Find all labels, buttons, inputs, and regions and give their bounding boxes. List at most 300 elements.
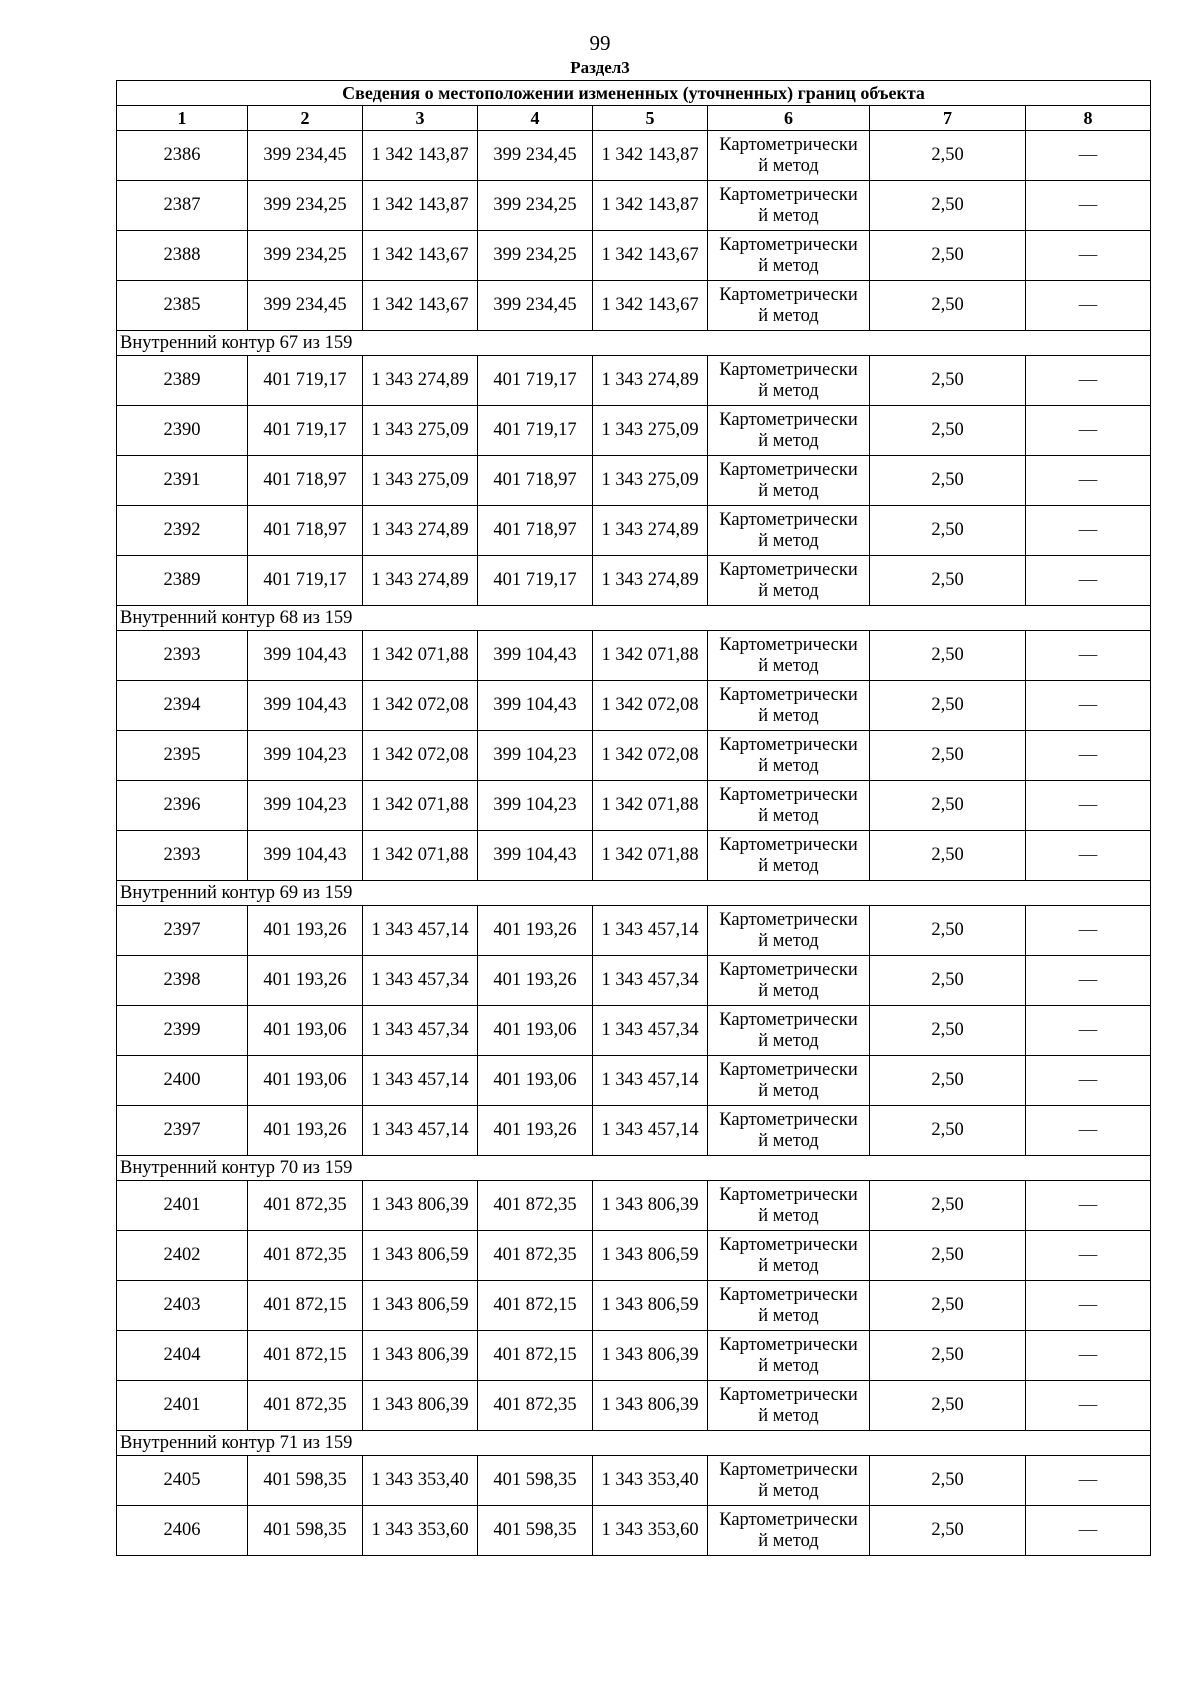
contour-header-row <box>117 1431 1151 1456</box>
description-cell: — <box>1026 1281 1151 1331</box>
coord-y-refined-cell: 1 342 143,67 <box>593 281 708 331</box>
description-cell: — <box>1026 556 1151 606</box>
method-cell <box>708 1381 870 1431</box>
page-number: 99 <box>589 31 611 55</box>
coord-y-existing-cell: 1 342 072,08 <box>363 681 478 731</box>
coord-x-refined-cell: 399 234,45 <box>478 281 593 331</box>
coord-x-refined-cell: 401 872,15 <box>478 1281 593 1331</box>
method-cell <box>708 831 870 881</box>
contour-label: Внутренний контур 68 из 159 <box>117 606 1151 631</box>
coord-y-refined-cell: 1 343 275,09 <box>593 456 708 506</box>
method-cell <box>708 1281 870 1331</box>
coord-x-refined-cell: 401 718,97 <box>478 456 593 506</box>
accuracy-cell: 2,50 <box>870 1231 1026 1281</box>
accuracy-cell: 2,50 <box>870 781 1026 831</box>
coord-x-refined-cell: 401 719,17 <box>478 406 593 456</box>
description-cell: — <box>1026 1456 1151 1506</box>
point-number-cell: 2389 <box>117 556 248 606</box>
method-line: й метод <box>758 205 819 226</box>
coord-x-existing-cell: 401 719,17 <box>248 406 363 456</box>
table-row <box>117 831 1151 881</box>
description-cell: — <box>1026 456 1151 506</box>
description-cell: — <box>1026 131 1151 181</box>
coordinates-table <box>116 80 1151 1556</box>
accuracy-cell: 2,50 <box>870 1181 1026 1231</box>
method-line: й метод <box>758 1355 819 1376</box>
coord-x-refined-cell: 401 193,26 <box>478 956 593 1006</box>
coord-y-existing-cell: 1 343 806,59 <box>363 1281 478 1331</box>
table-row <box>117 556 1151 606</box>
coord-y-existing-cell: 1 343 274,89 <box>363 506 478 556</box>
contour-header-row <box>117 1156 1151 1181</box>
accuracy-cell: 2,50 <box>870 831 1026 881</box>
method-line: й метод <box>758 305 819 326</box>
coord-x-existing-cell: 401 718,97 <box>248 456 363 506</box>
method-line: Картометрически <box>719 1509 858 1530</box>
method-line: й метод <box>758 1530 819 1551</box>
point-number-cell: 2405 <box>117 1456 248 1506</box>
coord-y-refined-cell: 1 343 274,89 <box>593 556 708 606</box>
method-cell <box>708 1056 870 1106</box>
coord-y-existing-cell: 1 343 457,34 <box>363 956 478 1006</box>
coord-x-existing-cell: 399 104,43 <box>248 681 363 731</box>
coord-x-refined-cell: 401 718,97 <box>478 506 593 556</box>
coord-y-refined-cell: 1 342 072,08 <box>593 731 708 781</box>
accuracy-cell: 2,50 <box>870 956 1026 1006</box>
coord-y-refined-cell: 1 343 457,14 <box>593 1056 708 1106</box>
description-cell: — <box>1026 1006 1151 1056</box>
method-line: Картометрически <box>719 834 858 855</box>
method-cell <box>708 506 870 556</box>
contour-header-row <box>117 331 1151 356</box>
contour-label: Внутренний контур 69 из 159 <box>117 881 1151 906</box>
description-cell: — <box>1026 281 1151 331</box>
coord-x-existing-cell: 401 598,35 <box>248 1456 363 1506</box>
coord-x-existing-cell: 401 193,26 <box>248 906 363 956</box>
table-row <box>117 1506 1151 1556</box>
accuracy-cell: 2,50 <box>870 1006 1026 1056</box>
accuracy-cell: 2,50 <box>870 281 1026 331</box>
table-row <box>117 1381 1151 1431</box>
accuracy-cell: 2,50 <box>870 406 1026 456</box>
coord-y-refined-cell: 1 343 457,14 <box>593 906 708 956</box>
coord-x-existing-cell: 399 234,45 <box>248 281 363 331</box>
coord-x-existing-cell: 401 193,06 <box>248 1056 363 1106</box>
coord-x-existing-cell: 401 719,17 <box>248 356 363 406</box>
coord-x-existing-cell: 399 234,45 <box>248 131 363 181</box>
method-line: й метод <box>758 1205 819 1226</box>
coord-y-existing-cell: 1 342 143,87 <box>363 131 478 181</box>
contour-header-row <box>117 881 1151 906</box>
method-line: й метод <box>758 855 819 876</box>
coord-y-existing-cell: 1 343 457,14 <box>363 1056 478 1106</box>
point-number-cell: 2406 <box>117 1506 248 1556</box>
description-cell: — <box>1026 356 1151 406</box>
description-cell: — <box>1026 406 1151 456</box>
description-cell: — <box>1026 1331 1151 1381</box>
coord-x-existing-cell: 401 872,35 <box>248 1181 363 1231</box>
method-line: Картометрически <box>719 1459 858 1480</box>
coord-x-refined-cell: 399 234,25 <box>478 181 593 231</box>
coord-y-refined-cell: 1 343 806,39 <box>593 1381 708 1431</box>
coord-x-existing-cell: 401 598,35 <box>248 1506 363 1556</box>
coord-y-refined-cell: 1 343 457,14 <box>593 1106 708 1156</box>
coord-y-refined-cell: 1 343 353,60 <box>593 1506 708 1556</box>
table-row <box>117 456 1151 506</box>
column-number: 1 <box>117 106 248 131</box>
method-line: Картометрически <box>719 134 858 155</box>
coord-x-refined-cell: 401 193,26 <box>478 906 593 956</box>
table-row <box>117 1281 1151 1331</box>
method-line: й метод <box>758 1030 819 1051</box>
description-cell: — <box>1026 1181 1151 1231</box>
method-line: й метод <box>758 1080 819 1101</box>
accuracy-cell: 2,50 <box>870 631 1026 681</box>
coord-y-existing-cell: 1 342 143,67 <box>363 231 478 281</box>
coord-y-refined-cell: 1 343 806,59 <box>593 1281 708 1331</box>
coord-y-refined-cell: 1 343 457,34 <box>593 1006 708 1056</box>
column-number: 2 <box>248 106 363 131</box>
coord-y-existing-cell: 1 343 806,39 <box>363 1381 478 1431</box>
coord-y-existing-cell: 1 343 274,89 <box>363 556 478 606</box>
method-line: Картометрически <box>719 1109 858 1130</box>
coord-x-existing-cell: 401 872,15 <box>248 1331 363 1381</box>
method-line: й метод <box>758 580 819 601</box>
point-number-cell: 2391 <box>117 456 248 506</box>
table-row <box>117 906 1151 956</box>
coord-x-refined-cell: 399 234,45 <box>478 131 593 181</box>
table-row <box>117 281 1151 331</box>
method-cell <box>708 406 870 456</box>
column-number: 6 <box>708 106 870 131</box>
contour-label: Внутренний контур 67 из 159 <box>117 331 1151 356</box>
method-line: й метод <box>758 1405 819 1426</box>
coord-x-existing-cell: 399 104,23 <box>248 731 363 781</box>
description-cell: — <box>1026 956 1151 1006</box>
accuracy-cell: 2,50 <box>870 731 1026 781</box>
point-number-cell: 2397 <box>117 1106 248 1156</box>
point-number-cell: 2387 <box>117 181 248 231</box>
method-line: й метод <box>758 1305 819 1326</box>
coord-x-refined-cell: 401 872,35 <box>478 1231 593 1281</box>
method-line: Картометрически <box>719 234 858 255</box>
contour-label: Внутренний контур 71 из 159 <box>117 1431 1151 1456</box>
method-line: Картометрически <box>719 1284 858 1305</box>
accuracy-cell: 2,50 <box>870 681 1026 731</box>
coord-y-refined-cell: 1 343 274,89 <box>593 506 708 556</box>
coord-x-existing-cell: 401 872,35 <box>248 1231 363 1281</box>
coord-x-refined-cell: 401 598,35 <box>478 1456 593 1506</box>
accuracy-cell: 2,50 <box>870 906 1026 956</box>
coord-y-existing-cell: 1 342 071,88 <box>363 781 478 831</box>
coord-y-refined-cell: 1 343 806,59 <box>593 1231 708 1281</box>
coord-y-refined-cell: 1 342 072,08 <box>593 681 708 731</box>
coord-x-existing-cell: 401 193,06 <box>248 1006 363 1056</box>
table-row <box>117 131 1151 181</box>
coord-x-refined-cell: 399 234,25 <box>478 231 593 281</box>
accuracy-cell: 2,50 <box>870 1456 1026 1506</box>
method-cell <box>708 1006 870 1056</box>
accuracy-cell: 2,50 <box>870 1106 1026 1156</box>
point-number-cell: 2398 <box>117 956 248 1006</box>
accuracy-cell: 2,50 <box>870 556 1026 606</box>
method-cell <box>708 456 870 506</box>
description-cell: — <box>1026 681 1151 731</box>
table-row <box>117 781 1151 831</box>
method-cell <box>708 631 870 681</box>
description-cell: — <box>1026 181 1151 231</box>
point-number-cell: 2394 <box>117 681 248 731</box>
coord-y-refined-cell: 1 342 143,87 <box>593 181 708 231</box>
coord-x-existing-cell: 401 193,26 <box>248 956 363 1006</box>
method-line: й метод <box>758 1480 819 1501</box>
description-cell: — <box>1026 906 1151 956</box>
table-row <box>117 731 1151 781</box>
point-number-cell: 2388 <box>117 231 248 281</box>
method-line: Картометрически <box>719 734 858 755</box>
point-number-cell: 2403 <box>117 1281 248 1331</box>
coord-x-existing-cell: 399 234,25 <box>248 181 363 231</box>
coord-y-refined-cell: 1 343 353,40 <box>593 1456 708 1506</box>
coord-x-existing-cell: 399 234,25 <box>248 231 363 281</box>
coord-x-refined-cell: 399 104,43 <box>478 681 593 731</box>
table-row <box>117 181 1151 231</box>
coord-x-refined-cell: 401 872,35 <box>478 1381 593 1431</box>
description-cell: — <box>1026 1381 1151 1431</box>
column-number: 4 <box>478 106 593 131</box>
accuracy-cell: 2,50 <box>870 506 1026 556</box>
method-line: й метод <box>758 805 819 826</box>
point-number-cell: 2399 <box>117 1006 248 1056</box>
method-line: Картометрически <box>719 1009 858 1030</box>
coord-x-existing-cell: 399 104,43 <box>248 831 363 881</box>
method-line: Картометрически <box>719 359 858 380</box>
method-line: й метод <box>758 1130 819 1151</box>
coord-y-refined-cell: 1 342 143,67 <box>593 231 708 281</box>
table-row <box>117 1006 1151 1056</box>
coord-x-existing-cell: 401 872,15 <box>248 1281 363 1331</box>
method-cell <box>708 231 870 281</box>
point-number-cell: 2400 <box>117 1056 248 1106</box>
coord-x-existing-cell: 399 104,23 <box>248 781 363 831</box>
coord-y-existing-cell: 1 343 275,09 <box>363 406 478 456</box>
accuracy-cell: 2,50 <box>870 356 1026 406</box>
section-title: Раздел3 <box>570 58 630 77</box>
point-number-cell: 2385 <box>117 281 248 331</box>
coord-y-refined-cell: 1 343 806,39 <box>593 1331 708 1381</box>
contour-label: Внутренний контур 70 из 159 <box>117 1156 1151 1181</box>
table-caption: Сведения о местоположении измененных (уточненных) границ объекта <box>117 81 1151 106</box>
column-number: 3 <box>363 106 478 131</box>
method-cell <box>708 181 870 231</box>
point-number-cell: 2390 <box>117 406 248 456</box>
coord-x-refined-cell: 401 872,15 <box>478 1331 593 1381</box>
method-line: Картометрически <box>719 409 858 430</box>
coord-x-refined-cell: 401 193,06 <box>478 1006 593 1056</box>
table-row <box>117 1456 1151 1506</box>
coord-x-existing-cell: 399 104,43 <box>248 631 363 681</box>
method-line: й метод <box>758 530 819 551</box>
coord-y-existing-cell: 1 343 274,89 <box>363 356 478 406</box>
accuracy-cell: 2,50 <box>870 1056 1026 1106</box>
table-row <box>117 1056 1151 1106</box>
description-cell: — <box>1026 1506 1151 1556</box>
coord-x-refined-cell: 401 598,35 <box>478 1506 593 1556</box>
table-row <box>117 1231 1151 1281</box>
column-number-row <box>117 106 1151 131</box>
coord-y-existing-cell: 1 343 457,14 <box>363 1106 478 1156</box>
coord-x-refined-cell: 401 719,17 <box>478 556 593 606</box>
method-line: й метод <box>758 980 819 1001</box>
coord-y-existing-cell: 1 343 806,59 <box>363 1231 478 1281</box>
method-cell <box>708 956 870 1006</box>
description-cell: — <box>1026 781 1151 831</box>
method-line: й метод <box>758 155 819 176</box>
method-line: й метод <box>758 930 819 951</box>
coord-y-existing-cell: 1 343 806,39 <box>363 1331 478 1381</box>
method-line: й метод <box>758 705 819 726</box>
method-line: Картометрически <box>719 1059 858 1080</box>
method-line: Картометрически <box>719 1384 858 1405</box>
description-cell: — <box>1026 231 1151 281</box>
method-line: Картометрически <box>719 459 858 480</box>
description-cell: — <box>1026 1106 1151 1156</box>
method-line: Картометрически <box>719 634 858 655</box>
method-line: Картометрически <box>719 684 858 705</box>
coord-y-existing-cell: 1 343 457,34 <box>363 1006 478 1056</box>
coord-x-existing-cell: 401 719,17 <box>248 556 363 606</box>
table-row <box>117 1181 1151 1231</box>
coord-x-existing-cell: 401 718,97 <box>248 506 363 556</box>
method-line: й метод <box>758 430 819 451</box>
method-line: й метод <box>758 1255 819 1276</box>
accuracy-cell: 2,50 <box>870 1281 1026 1331</box>
coord-y-existing-cell: 1 342 143,87 <box>363 181 478 231</box>
method-cell <box>708 556 870 606</box>
coord-y-refined-cell: 1 342 071,88 <box>593 831 708 881</box>
coord-x-existing-cell: 401 193,26 <box>248 1106 363 1156</box>
table-row <box>117 406 1151 456</box>
point-number-cell: 2393 <box>117 831 248 881</box>
method-cell <box>708 1106 870 1156</box>
method-line: й метод <box>758 655 819 676</box>
point-number-cell: 2396 <box>117 781 248 831</box>
coord-x-refined-cell: 399 104,43 <box>478 831 593 881</box>
coord-y-refined-cell: 1 342 143,87 <box>593 131 708 181</box>
coord-y-refined-cell: 1 342 071,88 <box>593 781 708 831</box>
coord-x-refined-cell: 401 872,35 <box>478 1181 593 1231</box>
coord-x-existing-cell: 401 872,35 <box>248 1381 363 1431</box>
column-number: 7 <box>870 106 1026 131</box>
table-row <box>117 1106 1151 1156</box>
coord-x-refined-cell: 399 104,43 <box>478 631 593 681</box>
accuracy-cell: 2,50 <box>870 1506 1026 1556</box>
accuracy-cell: 2,50 <box>870 131 1026 181</box>
point-number-cell: 2397 <box>117 906 248 956</box>
table-row <box>117 956 1151 1006</box>
description-cell: — <box>1026 506 1151 556</box>
coord-y-existing-cell: 1 342 071,88 <box>363 631 478 681</box>
method-line: й метод <box>758 480 819 501</box>
method-cell <box>708 1506 870 1556</box>
description-cell: — <box>1026 731 1151 781</box>
table-row <box>117 506 1151 556</box>
method-cell <box>708 356 870 406</box>
point-number-cell: 2401 <box>117 1381 248 1431</box>
description-cell: — <box>1026 1231 1151 1281</box>
point-number-cell: 2392 <box>117 506 248 556</box>
coord-y-existing-cell: 1 343 353,60 <box>363 1506 478 1556</box>
coord-x-refined-cell: 399 104,23 <box>478 781 593 831</box>
column-number: 5 <box>593 106 708 131</box>
coord-y-existing-cell: 1 342 071,88 <box>363 831 478 881</box>
coord-y-refined-cell: 1 342 071,88 <box>593 631 708 681</box>
accuracy-cell: 2,50 <box>870 456 1026 506</box>
method-line: Картометрически <box>719 284 858 305</box>
method-cell <box>708 731 870 781</box>
method-line: Картометрически <box>719 1184 858 1205</box>
method-line: й метод <box>758 255 819 276</box>
point-number-cell: 2393 <box>117 631 248 681</box>
table-body <box>117 131 1151 1556</box>
accuracy-cell: 2,50 <box>870 1331 1026 1381</box>
method-line: Картометрически <box>719 559 858 580</box>
method-cell <box>708 681 870 731</box>
coord-x-refined-cell: 399 104,23 <box>478 731 593 781</box>
method-cell <box>708 1181 870 1231</box>
method-line: й метод <box>758 755 819 776</box>
method-line: й метод <box>758 380 819 401</box>
point-number-cell: 2389 <box>117 356 248 406</box>
point-number-cell: 2395 <box>117 731 248 781</box>
point-number-cell: 2386 <box>117 131 248 181</box>
coord-y-existing-cell: 1 343 275,09 <box>363 456 478 506</box>
method-cell <box>708 1331 870 1381</box>
method-line: Картометрически <box>719 784 858 805</box>
coord-x-refined-cell: 401 193,26 <box>478 1106 593 1156</box>
coord-x-refined-cell: 401 719,17 <box>478 356 593 406</box>
coord-y-existing-cell: 1 343 457,14 <box>363 906 478 956</box>
accuracy-cell: 2,50 <box>870 231 1026 281</box>
table-row <box>117 631 1151 681</box>
description-cell: — <box>1026 831 1151 881</box>
column-number: 8 <box>1026 106 1151 131</box>
coord-y-existing-cell: 1 343 806,39 <box>363 1181 478 1231</box>
method-cell <box>708 281 870 331</box>
coord-y-existing-cell: 1 342 143,67 <box>363 281 478 331</box>
coord-x-refined-cell: 401 193,06 <box>478 1056 593 1106</box>
coord-y-existing-cell: 1 343 353,40 <box>363 1456 478 1506</box>
point-number-cell: 2404 <box>117 1331 248 1381</box>
contour-header-row <box>117 606 1151 631</box>
method-line: Картометрически <box>719 959 858 980</box>
coord-y-refined-cell: 1 343 274,89 <box>593 356 708 406</box>
method-cell <box>708 1456 870 1506</box>
point-number-cell: 2402 <box>117 1231 248 1281</box>
table-row <box>117 681 1151 731</box>
coord-y-refined-cell: 1 343 275,09 <box>593 406 708 456</box>
accuracy-cell: 2,50 <box>870 1381 1026 1431</box>
point-number-cell: 2401 <box>117 1181 248 1231</box>
method-cell <box>708 131 870 181</box>
method-line: Картометрически <box>719 909 858 930</box>
description-cell: — <box>1026 631 1151 681</box>
method-cell <box>708 906 870 956</box>
table-row <box>117 1331 1151 1381</box>
coord-y-existing-cell: 1 342 072,08 <box>363 731 478 781</box>
method-cell <box>708 1231 870 1281</box>
method-line: Картометрически <box>719 1234 858 1255</box>
